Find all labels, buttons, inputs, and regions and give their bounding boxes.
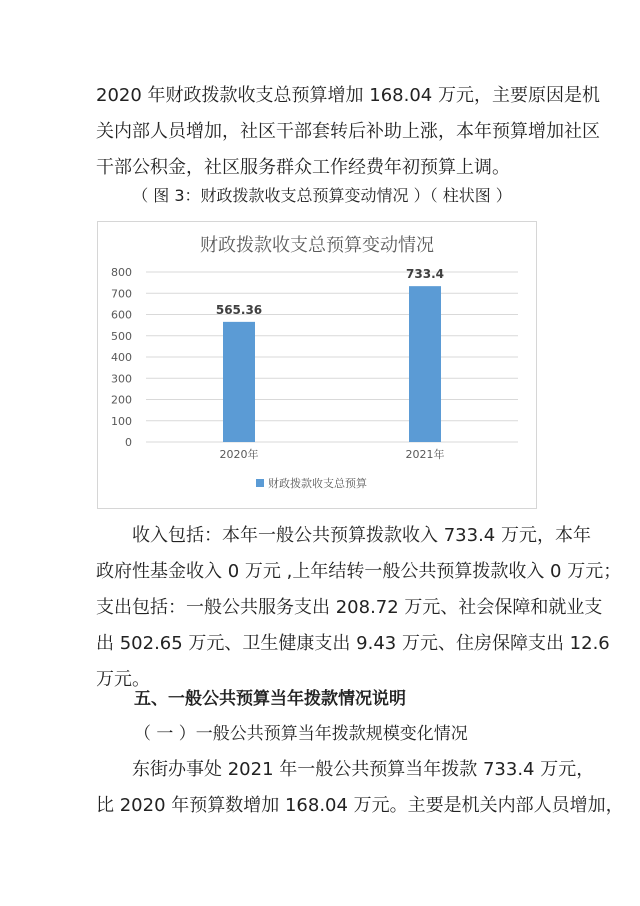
y-tick-label: 400: [111, 351, 132, 364]
x-tick-label: 2020年: [219, 448, 259, 461]
y-tick-label: 700: [111, 287, 132, 301]
text-line: 2020 年财政拨款收支总预算增加 168.04 万元，主要原因是机: [96, 85, 600, 106]
text-line: 万元。: [96, 669, 150, 690]
text-line: 关内部人员增加，社区干部套转后补助上涨，本年预算增加社区: [96, 121, 600, 142]
bar-chart-container: [97, 221, 537, 509]
y-tick-label: 100: [111, 414, 132, 428]
legend-label: 财政拨款收支总预算: [268, 477, 367, 490]
text-line: 干部公积金，社区服务群众工作经费年初预算上调。: [96, 157, 510, 178]
paragraph-budget-increase: [96, 78, 600, 186]
y-tick-label: 200: [111, 393, 132, 407]
text-line: 政府性基金收入 0 万元 ,上年结转一般公共预算拨款收入 0 万元；: [96, 561, 622, 582]
y-tick-label: 600: [111, 308, 132, 322]
y-tick-label: 500: [111, 329, 132, 343]
text-line: 比 2020 年预算数增加 168.04 万元。主要是机关内部人员增加，: [96, 795, 624, 816]
x-tick-label: 2021年: [405, 448, 445, 461]
text-line: 出 502.65 万元、卫生健康支出 9.43 万元、住房保障支出 12.6: [96, 633, 610, 654]
subsection-heading: （ 一 ）一般公共预算当年拨款规模变化情况: [134, 724, 468, 744]
text-line: 收入包括：本年一般公共预算拨款收入 733.4 万元，本年: [132, 525, 591, 546]
chart-title: 财政拨款收支总预算变动情况: [200, 235, 434, 256]
data-label: 565.36: [215, 302, 263, 317]
text-line: 东街办事处 2021 年一般公共预算当年拨款 733.4 万元，: [132, 759, 595, 780]
bar: [409, 286, 441, 442]
section-heading: 五、一般公共预算当年拨款情况说明: [134, 689, 406, 709]
legend-swatch: [256, 479, 264, 487]
data-label: 733.4: [406, 267, 444, 282]
figure-caption: （ 图 3：财政拨款收支总预算变动情况 ）（ 柱状图 ）: [132, 186, 512, 205]
bar-chart: [98, 222, 536, 508]
y-tick-label: 800: [111, 266, 132, 279]
text-line: 支出包括：一般公共服务支出 208.72 万元、社会保障和就业支: [96, 597, 603, 618]
bar: [223, 322, 255, 442]
y-tick-label: 0: [125, 436, 132, 449]
y-tick-label: 300: [111, 372, 132, 386]
paragraph-income-expense: [96, 518, 622, 698]
paragraph-appropriation: [96, 752, 624, 824]
